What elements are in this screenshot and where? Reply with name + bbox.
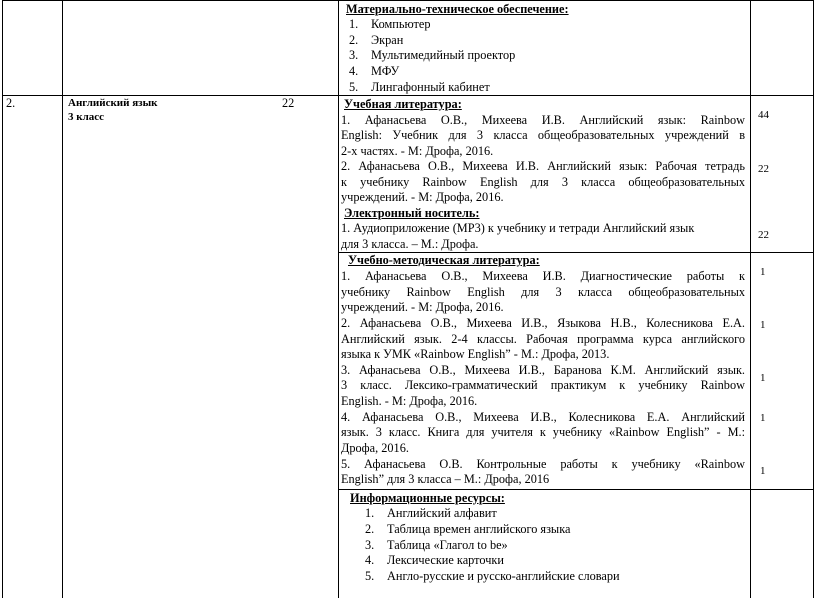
row-number: 2. xyxy=(6,96,16,110)
method-4-line-1: 4. Афанасьева О.В., Михеева И.В., Колесникова Е.А. Английский xyxy=(341,410,745,424)
method-2-line-2: Английский язык. 2-4 классы. Рабочая программа курса английского xyxy=(341,332,745,346)
method-4-line-2: язык. 3 класс. Книга для учителя к учебнику «Rainbow English” - М.: xyxy=(341,425,745,439)
grid-hline-top xyxy=(2,0,814,1)
count-method-5: 1 xyxy=(760,465,766,477)
count-textbook-1: 44 xyxy=(758,109,769,121)
info-item-3: 3. Таблица «Глагол to be» xyxy=(365,538,508,552)
method-5-line-2: English” для 3 класса – М.: Дрофа, 2016 xyxy=(341,472,550,486)
method-1-line-1: 1. Афанасьева О.В., Михеева И.В. Диагностические работы к xyxy=(341,269,745,283)
info-item-5: 5. Англо-русские и русско-английские словари xyxy=(365,569,620,583)
textbook-1-line-1: 1. Афанасьева О.В., Михеева И.В. Английский язык: Rainbow xyxy=(341,113,745,127)
grid-vline-left xyxy=(2,0,3,598)
material-item-1: 1. Компьютер xyxy=(349,17,431,31)
material-title: Материально-техническое обеспечение: xyxy=(346,2,569,16)
info-item-1: 1. Английский алфавит xyxy=(365,506,497,520)
method-3-line-1: 3. Афанасьева О.В., Михеева И.В., Баранова К.М. Английский язык. xyxy=(341,363,745,377)
electronic-line-1: 1. Аудиоприложение (МР3) к учебнику и тетради Английский язык xyxy=(341,221,695,235)
material-item-5: 5. Лингафонный кабинет xyxy=(349,80,490,94)
count-electronic: 22 xyxy=(758,229,769,241)
textbook-1-line-2: English: Учебник для 3 класса общеобразовательных учреждений в xyxy=(341,128,745,142)
material-item-4: 4. МФУ xyxy=(349,64,400,78)
grid-vline-right xyxy=(813,0,814,598)
textbook-2-line-1: 2. Афанасьева О.В., Михеева И.В. Английский язык: Рабочая тетрадь xyxy=(341,159,745,173)
method-1-line-2: учебнику Rainbow English для 3 класса общеобразовательных xyxy=(341,285,745,299)
method-1-line-3: учреждений. - М: Дрофа, 2016. xyxy=(341,300,504,314)
subject-name: Английский язык xyxy=(68,97,158,109)
textbook-2-line-2: к учебнику Rainbow English для 3 класса общеобразовательных xyxy=(341,175,745,189)
count-method-4: 1 xyxy=(760,412,766,424)
info-item-4: 4. Лексические карточки xyxy=(365,553,504,567)
info-title: Информационные ресурсы: xyxy=(350,491,505,505)
method-5-line-1: 5. Афанасьева О.В. Контрольные работы к учебнику «Rainbow xyxy=(341,457,745,471)
info-item-2: 2. Таблица времен английского языка xyxy=(365,522,571,536)
count-textbook-2: 22 xyxy=(758,163,769,175)
count-method-2: 1 xyxy=(760,319,766,331)
textbook-1-line-3: 2-х частях. - М: Дрофа, 2016. xyxy=(341,144,494,158)
method-3-line-2: 3 класс. Лексико-грамматический практикум к учебнику Rainbow xyxy=(341,378,745,392)
electronic-title: Электронный носитель: xyxy=(344,206,480,220)
hours-value: 22 xyxy=(282,96,295,110)
textbook-2-line-3: учреждений. - М: Дрофа, 2016. xyxy=(341,190,504,204)
material-item-2: 2. Экран xyxy=(349,33,404,47)
grid-vline-2 xyxy=(338,0,339,598)
material-item-3: 3. Мультимедийный проектор xyxy=(349,48,516,62)
subject-grade: 3 класс xyxy=(68,111,105,123)
method-2-line-3: языка к УМК «Rainbow English” - М.: Дрофа, 2013. xyxy=(341,347,610,361)
grid-vline-1 xyxy=(62,0,63,598)
method-3-line-3: English. - М: Дрофа, 2016. xyxy=(341,394,478,408)
method-2-line-1: 2. Афанасьева О.В., Михеева И.В., Языкова Н.В., Колесникова Е.А. xyxy=(341,316,745,330)
method-4-line-3: Дрофа, 2016. xyxy=(341,441,409,455)
grid-hline-info xyxy=(338,489,814,490)
count-method-1: 1 xyxy=(760,266,766,278)
textbook-title: Учебная литература: xyxy=(344,97,462,111)
grid-vline-3 xyxy=(750,0,751,598)
method-title: Учебно-методическая литература: xyxy=(348,253,540,267)
count-method-3: 1 xyxy=(760,372,766,384)
electronic-line-2: для 3 класса. – М.: Дрофа. xyxy=(341,237,479,251)
